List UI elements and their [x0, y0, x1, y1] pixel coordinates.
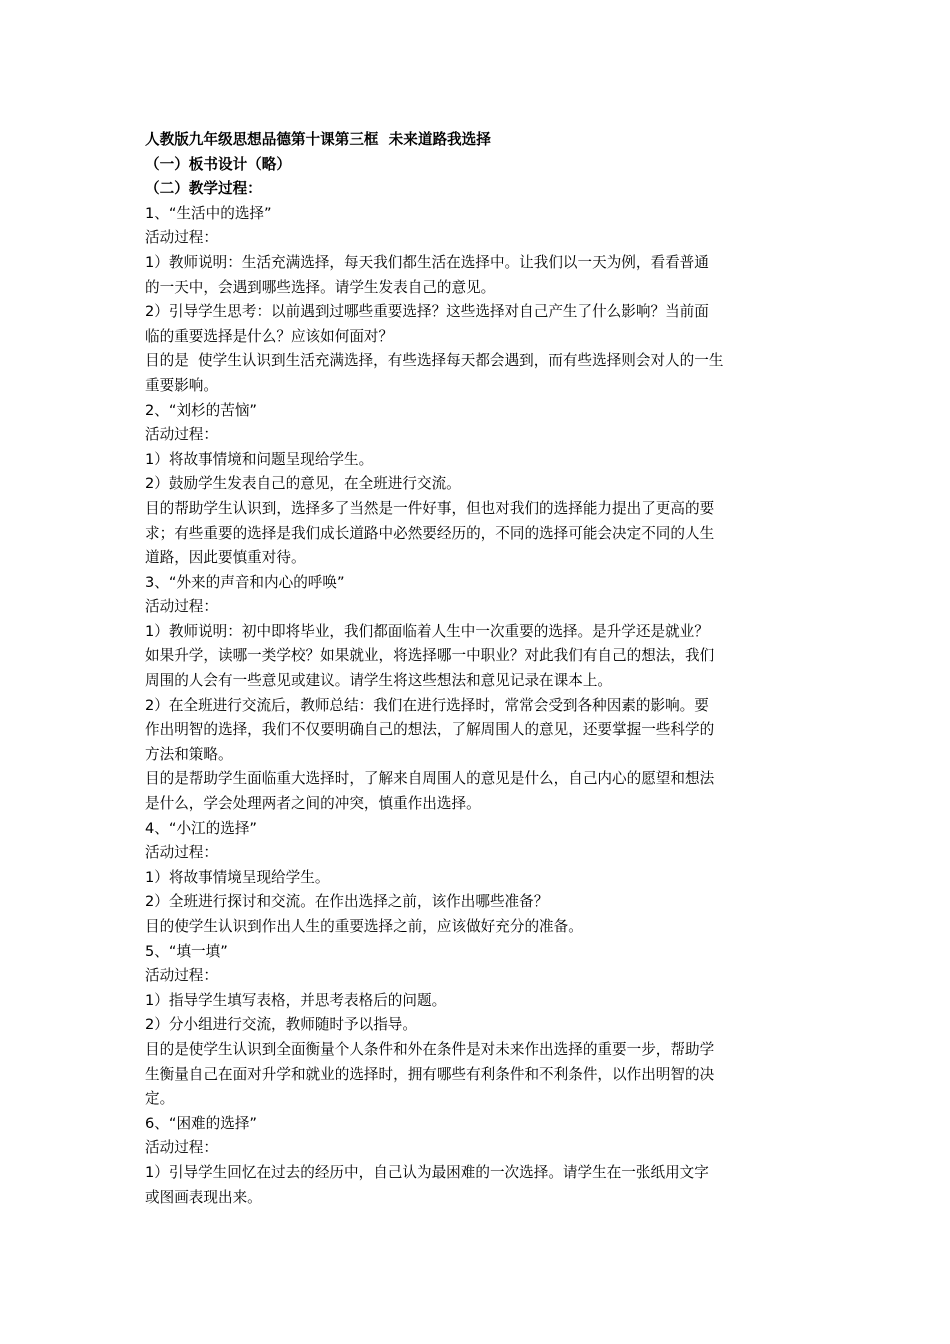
paragraph: [145, 620, 809, 694]
paragraph: [145, 915, 809, 940]
section: [145, 399, 809, 571]
paragraph-line: 2）鼓励学生发表自己的意见，在全班进行交流。: [145, 475, 461, 493]
paragraph: [145, 349, 809, 398]
paragraph-line: 临的重要选择是什么？应该如何面对？: [145, 327, 394, 345]
paragraph-line: 目的帮助学生认识到，选择多了当然是一件好事，但也对我们的选择能力提出了更高的要: [145, 499, 715, 517]
paragraph-line: 目的使学生认识到作出人生的重要选择之前，应该做好充分的准备。: [145, 918, 583, 935]
paragraph-line: 1）教师说明：生活充满选择，每天我们都生活在选择中。让我们以一天为例，看看普通: [145, 253, 709, 271]
paragraph-line: 2）在全班进行交流后，教师总结：我们在进行选择时，常常会受到各种因素的影响。要: [145, 696, 709, 714]
paragraph-line: 周围的人会有一些意见或建议。请学生将这些想法和意见记录在课本上。: [145, 672, 613, 690]
section: [145, 571, 809, 817]
paragraph-line: 1）将故事情境呈现给学生。: [145, 868, 330, 886]
paragraph-line: 2）引导学生思考：以前遇到过哪些重要选择？这些选择对自己产生了什么影响？当前面: [145, 303, 709, 321]
paragraph-line: 求；有些重要的选择是我们成长道路中必然要经历的，不同的选择可能会决定不同的人生: [145, 524, 715, 542]
paragraph: [145, 1013, 809, 1038]
paragraph-line: 2）分小组进行交流，教师随时予以指导。: [145, 1016, 417, 1034]
paragraph-line: 目的是帮助学生面临重大选择时，了解来自周围人的意见是什么，自己内心的愿望和想法: [145, 770, 715, 788]
paragraph-line: 的一天中，会遇到哪些选择。请学生发表自己的意见。: [145, 278, 496, 296]
section-heading: 1、“生活中的选择”: [145, 204, 272, 222]
section: [145, 940, 809, 1112]
paragraph: [145, 448, 809, 473]
process-label: 活动过程：: [145, 844, 218, 862]
section-heading: 6、“困难的选择”: [145, 1114, 257, 1132]
paragraph: [145, 1161, 809, 1210]
paragraph-line: 定。: [145, 1090, 175, 1108]
paragraph-line: 生衡量自己在面对升学和就业的选择时，拥有哪些有利条件和不利条件，以作出明智的决: [145, 1065, 715, 1083]
section-heading: 3、“外来的声音和内心的呼唤”: [145, 573, 345, 591]
paragraph: [145, 497, 809, 571]
paragraph-line: 1）将故事情境和问题呈现给学生。: [145, 450, 374, 468]
paragraph-line: 目的是 使学生认识到生活充满选择，有些选择每天都会遇到，而有些选择则会对人的一生: [145, 352, 724, 370]
paragraph: [145, 300, 809, 349]
paragraph-line: 2）全班进行探讨和交流。在作出选择之前，该作出哪些准备？: [145, 893, 549, 911]
paragraph: [145, 472, 809, 497]
paragraph-line: 如果升学，读哪一类学校？如果就业，将选择哪一中职业？对此我们有自己的想法，我们: [145, 647, 715, 665]
paragraph-line: 方法和策略。: [145, 745, 233, 763]
process-label: 活动过程：: [145, 1139, 218, 1157]
paragraph: [145, 890, 809, 915]
paragraph: [145, 251, 809, 300]
section-heading: 2、“刘杉的苦恼”: [145, 401, 257, 419]
paragraph-line: 1）教师说明：初中即将毕业，我们都面临着人生中一次重要的选择。是升学还是就业？: [145, 622, 709, 640]
paragraph-line: 或图画表现出来。: [145, 1188, 262, 1206]
process-label: 活动过程：: [145, 967, 218, 985]
section: [145, 1112, 809, 1210]
paragraph-line: 1）引导学生回忆在过去的经历中，自己认为最困难的一次选择。请学生在一张纸用文字: [145, 1163, 709, 1181]
paragraph: [145, 989, 809, 1014]
process-label: 活动过程：: [145, 229, 218, 247]
paragraph: [145, 1038, 809, 1112]
paragraph-line: 道路，因此要慎重对待。: [145, 549, 306, 567]
heading-board-design: （一）板书设计（略）: [145, 155, 291, 173]
section: [145, 817, 809, 940]
section-heading: 4、“小江的选择”: [145, 819, 257, 837]
document-title: 人教版九年级思想品德第十课第三框 未来道路我选择: [145, 131, 491, 148]
paragraph: [145, 866, 809, 891]
document-page: [145, 128, 809, 1210]
paragraph: [145, 694, 809, 768]
section-heading: 5、“填一填”: [145, 942, 228, 960]
sections-container: [145, 202, 809, 1210]
paragraph-line: 目的是使学生认识到全面衡量个人条件和外在条件是对未来作出选择的重要一步，帮助学: [145, 1040, 715, 1058]
section: [145, 202, 809, 399]
paragraph-line: 是什么，学会处理两者之间的冲突，慎重作出选择。: [145, 795, 481, 813]
paragraph-line: 重要影响。: [145, 376, 218, 394]
heading-teaching-process: （二）教学过程：: [145, 180, 262, 198]
process-label: 活动过程：: [145, 426, 218, 444]
paragraph: [145, 767, 809, 816]
paragraph-line: 1）指导学生填写表格，并思考表格后的问题。: [145, 991, 447, 1009]
process-label: 活动过程：: [145, 598, 218, 616]
paragraph-line: 作出明智的选择，我们不仅要明确自己的想法，了解周围人的意见，还要掌握一些科学的: [145, 721, 715, 739]
